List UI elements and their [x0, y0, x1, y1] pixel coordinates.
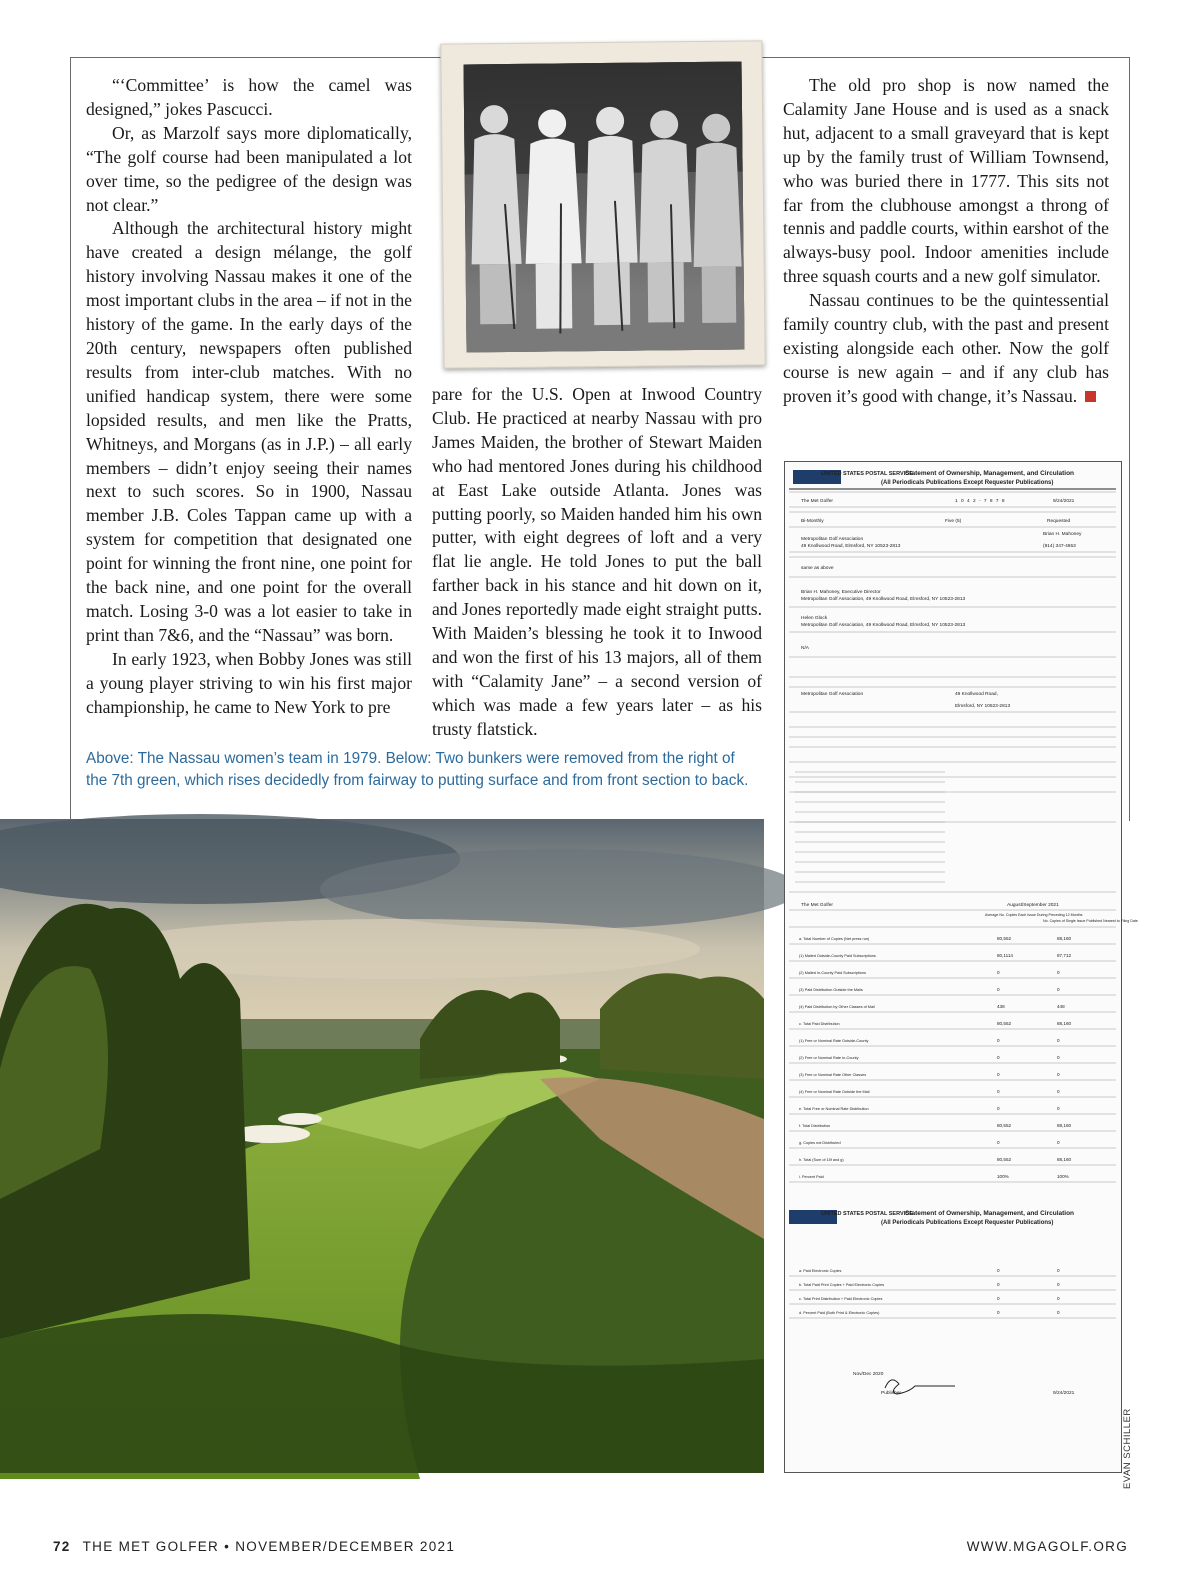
vintage-photo-women-team	[440, 40, 765, 368]
col-single-header: No. Copies of Single Issue Published Nearest to Filing Date	[1043, 919, 1138, 923]
publisher-address: Metropolitan Golf Association, 49 Knollwood Road, Elmsford, NY 10523-2813	[801, 597, 966, 602]
table-row-avg: 0	[997, 1089, 1000, 1094]
table-row-avg: 80,1114	[997, 953, 1013, 958]
end-mark	[1085, 391, 1096, 402]
table-row-avg: 0	[997, 987, 1000, 992]
table-row-single: 0	[1057, 1310, 1060, 1315]
publication-title: The Met Golfer	[801, 499, 833, 504]
seventh-hole-photo	[0, 819, 764, 1473]
table-row-label: i. Percent Paid	[799, 1175, 824, 1179]
form-title-2: Statement of Ownership, Management, and Circulation	[905, 1210, 1075, 1217]
owner-name: Metropolitan Golf Association	[801, 692, 864, 697]
owner-address-1: 49 Knollwood Road,	[955, 692, 998, 697]
table-row-single: 88,160	[1057, 1157, 1072, 1162]
paragraph: “‘Committee’ is how the camel was designed,” jokes Pascucci.	[86, 75, 412, 119]
signer-title: Publisher	[881, 1391, 901, 1396]
issue-frequency: Bi-Monthly	[801, 519, 824, 524]
form-title: Statement of Ownership, Management, and Circulation	[905, 470, 1075, 477]
sign-date: 9/24/2021	[1053, 1391, 1075, 1396]
table-row-single: 0	[1057, 1296, 1060, 1301]
table-row-label: (2) Mailed In-County Paid Subscriptions	[799, 971, 866, 975]
editor-address: Metropolitan Golf Association, 49 Knollwood Road, Elmsford, NY 10523-2813	[801, 623, 966, 628]
table-row-single: 100%	[1057, 1174, 1069, 1179]
table-row-label: c. Total Paid Distribution	[799, 1022, 840, 1026]
table-row-avg: 80,552	[997, 936, 1012, 941]
table-row-avg: 0	[997, 1055, 1000, 1060]
page-number: 72	[53, 1539, 71, 1554]
table-row-avg: 0	[997, 1140, 1000, 1145]
website: WWW.MGAGOLF.ORG	[966, 1539, 1128, 1554]
table-row-avg: 0	[997, 1282, 1000, 1287]
magazine-issue: THE MET GOLFER • NOVEMBER/DECEMBER 2021	[82, 1539, 456, 1554]
table-row-label: (4) Free or Nominal Rate Outside the Mail	[799, 1090, 870, 1094]
women-team-photo	[464, 62, 745, 353]
editor-name: Helen Glock	[801, 616, 828, 621]
paragraph: pare for the U.S. Open at Inwood Country Club. He practiced at nearby Nassau with pro James Maiden, the brother of Stewart Maiden who had mentored Jones during his childhood at East Lake outside Atlanta. Jones was putting poorly, so Maiden handed him his own putter, with eight degrees of loft and a very flat lie angle. He told Jones to put the ball farther back in his stance and hit down on it, and Jones reportedly made eight straight putts. With Maiden’s blessing he took it to Inwood and won the first of his 13 majors, all of them with “Calamity Jane” – a second version of which was made a few years later – as his trusty flatstick.	[432, 384, 762, 739]
usps-logo-text: UNITED STATES POSTAL SERVICE	[821, 471, 913, 477]
table-row-avg: 0	[997, 970, 1000, 975]
table-row-label: (1) Mailed Outside-County Paid Subscriptions	[799, 954, 876, 958]
table-row-label: (2) Free or Nominal Rate In-County	[799, 1056, 859, 1060]
publisher-name: Brian H. Mahoney, Executive Director	[801, 590, 881, 595]
table-row-label: (1) Free or Nominal Rate Outside-County	[799, 1039, 869, 1043]
paragraph	[783, 289, 1109, 409]
table-row-single: 88,160	[1057, 1123, 1072, 1128]
table-row-label: (4) Paid Distribution by Other Classes of Mail	[799, 1005, 875, 1009]
article-column-1	[86, 74, 412, 719]
issues-annually: Five (5)	[945, 519, 962, 524]
table-row-avg: 0	[997, 1072, 1000, 1077]
table-row-single: 448	[1057, 1004, 1065, 1009]
paragraph: Although the architectural history might have created a design mélange, the golf history involving Nassau makes it one of the most important clubs in the area – if not in the history of the game. In the early days of the 20th century, newspapers often published results from inter-club matches. With no unified handicap system, there were some lopsided results, and men like the Pratts, Whitneys, and Morgans (as in J.P.) – all early members – didn’t enjoy seeing their names next to such scores. So in 1900, Nassau member J.B. Coles Tappan came up with a system for competition that designated one point for winning the front nine, one point for the back nine, and one point for the overall match. Losing 3-0 was a lot easier to take in print than 7&6, and the “Nassau” was born.	[86, 218, 412, 645]
table-row-single: 0	[1057, 1106, 1060, 1111]
article-column-3	[783, 74, 1109, 409]
table-row-avg: 0	[997, 1038, 1000, 1043]
paragraph: The old pro shop is now named the Calamity Jane House and is used as a snack hut, adjacent to a small graveyard that is kept up by the family trust of William Townsend, who was buried there in 1777. This sits not far from the clubhouse amongst a throng of tennis and paddle courts, within earshot of the always-busy pool. Indoor amenities include three squash courts and a new golf simulator.	[783, 75, 1109, 287]
managing-editor: N/A	[801, 646, 809, 651]
phone: (914) 347-4653	[1043, 544, 1076, 549]
table-row-label: a. Paid Electronic Copies	[799, 1269, 842, 1273]
publication-number: 1 0 4 2 - 7 8 7 8	[955, 499, 1006, 504]
table-row-label: g. Copies not Distributed	[799, 1141, 841, 1145]
table-row-single: 0	[1057, 1055, 1060, 1060]
photo-credit: EVAN SCHILLER	[1122, 1408, 1133, 1489]
article-column-2	[432, 383, 762, 742]
table-row-avg: 100%	[997, 1174, 1009, 1179]
col-avg-header: Average No. Copies Each Issue During Preceding 12 Months	[985, 913, 1083, 917]
contact-person: Brian H. Mahoney	[1043, 532, 1082, 537]
table-row-single: 0	[1057, 987, 1060, 992]
usps-logo-text-2: UNITED STATES POSTAL SERVICE	[821, 1211, 913, 1217]
table-row-avg: 0	[997, 1268, 1000, 1273]
table-row-label: a. Total Number of Copies (Net press run)	[799, 937, 870, 941]
mailing-address-1: Metropolitan Golf Association	[801, 537, 864, 542]
table-row-single: 0	[1057, 1268, 1060, 1273]
table-row-single: 0	[1057, 970, 1060, 975]
paragraph: In early 1923, when Bobby Jones was still a young player striving to win his first major championship, he came to New York to pre	[86, 648, 412, 717]
issue-date: August/September 2021	[1007, 903, 1059, 908]
issue-of-publication: Nov/Dec 2020	[853, 1372, 884, 1377]
form-subtitle: (All Periodicals Publications Except Requester Publications)	[881, 480, 1054, 486]
table-row-label: f. Total Distribution	[799, 1124, 831, 1128]
table-row-single: 0	[1057, 1282, 1060, 1287]
filing-date: 9/24/2021	[1053, 499, 1075, 504]
photo-caption: Above: The Nassau women’s team in 1979. Below: Two bunkers were removed from the right of the 7th green, which rises decidedly from fairway to putting surface and from front section to back.	[86, 750, 749, 789]
table-row-avg: 80,552	[997, 1123, 1012, 1128]
owner-address-2: Elmsford, NY 10523-2813	[955, 704, 1011, 709]
table-row-avg: 0	[997, 1296, 1000, 1301]
table-row-avg: 0	[997, 1106, 1000, 1111]
table-row-avg: 438	[997, 1004, 1005, 1009]
golf-course-photo	[0, 819, 764, 1473]
table-row-label: (3) Paid Distribution Outside the Mails	[799, 988, 863, 992]
table-row-single: 88,160	[1057, 936, 1072, 941]
headquarters-address: same as above	[801, 566, 834, 571]
table-row-avg: 80,552	[997, 1021, 1012, 1026]
table-row-label: e. Total Free or Nominal Rate Distribution	[799, 1107, 869, 1111]
table-row-avg: 0	[997, 1310, 1000, 1315]
table-row-single: 0	[1057, 1038, 1060, 1043]
table-row-label: b. Total Paid Print Copies + Paid Electronic Copies	[799, 1283, 885, 1287]
publication-title-repeat: The Met Golfer	[801, 903, 833, 908]
paragraph: Or, as Marzolf says more diplomatically, “The golf course had been manipulated a lot over time, so the pedigree of the design was not clear.”	[86, 122, 412, 215]
page-footer-left	[53, 1539, 455, 1554]
table-row-label: (3) Free or Nominal Rate Other Classes	[799, 1073, 867, 1077]
subscription-price: Requested	[1047, 519, 1071, 524]
form-subtitle-2: (All Periodicals Publications Except Requester Publications)	[881, 1220, 1054, 1226]
table-row-single: 88,160	[1057, 1021, 1072, 1026]
table-row-single: 0	[1057, 1072, 1060, 1077]
table-row-avg: 80,552	[997, 1157, 1012, 1162]
table-row-single: 87,712	[1057, 953, 1072, 958]
table-row-single: 0	[1057, 1089, 1060, 1094]
table-row-single: 0	[1057, 1140, 1060, 1145]
mailing-address-2: 49 Knollwood Road, Elmsford, NY 10523-2813	[801, 544, 901, 549]
table-row-label: c. Total Print Distribution + Paid Electronic Copies	[799, 1297, 883, 1301]
table-row-label: h. Total (Sum of 15f and g)	[799, 1158, 844, 1162]
paragraph-text: Nassau continues to be the quintessential family country club, with the past and present existing alongside each other. Now the golf course is new again – and if any club has proven it’s good with change, it’s Nassau.	[783, 290, 1109, 406]
table-row-label: d. Percent Paid (Both Print & Electronic Copies)	[799, 1311, 880, 1315]
